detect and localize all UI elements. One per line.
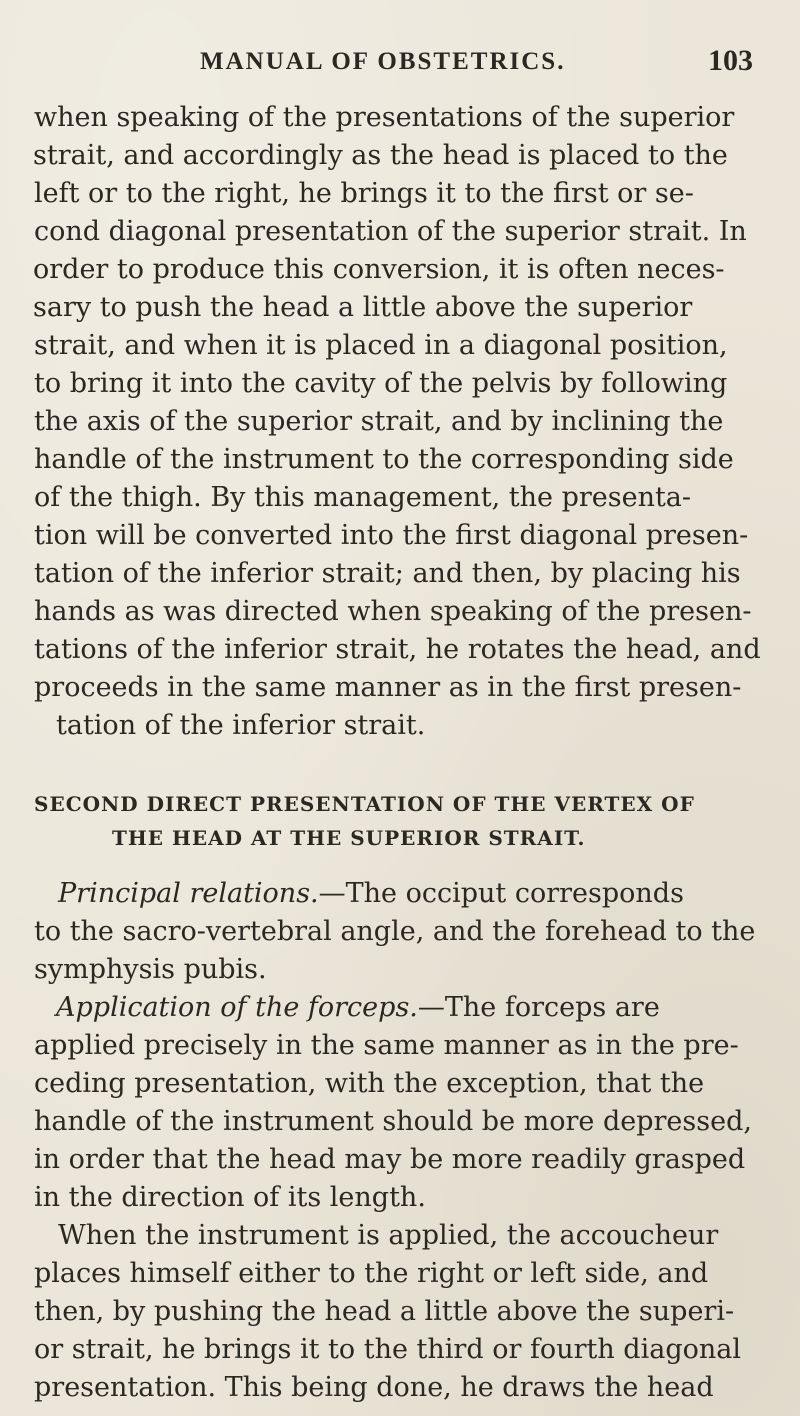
text-line: tations of the inferior strait, he rotates the head, and — [34, 634, 761, 665]
text-line: to bring it into the cavity of the pelvis by following — [34, 368, 728, 399]
running-head: MANUAL OF OBSTETRICS. — [200, 48, 566, 75]
text-line: applied precisely in the same manner as in the pre- — [34, 1030, 739, 1061]
text-line: tion will be converted into the first diagonal presen- — [34, 520, 749, 551]
page-number: 103 — [708, 44, 753, 77]
text-line: strait, and when it is placed in a diagonal position, — [34, 330, 728, 361]
section-heading-line-1: SECOND DIRECT PRESENTATION OF THE VERTEX OF — [34, 792, 695, 816]
text-line: when speaking of the presentations of the superior — [34, 102, 735, 133]
text-line: tation of the inferior strait. — [56, 710, 426, 741]
section-heading-line-2: THE HEAD AT THE SUPERIOR STRAIT. — [112, 826, 586, 850]
text-line: to the sacro-vertebral angle, and the forehead to the — [34, 916, 756, 947]
text-line: proceeds in the same manner as in the first presen- — [34, 672, 742, 703]
text-line: handle of the instrument should be more depressed, — [34, 1106, 752, 1137]
text-line: sary to push the head a little above the superior — [33, 292, 693, 323]
text-line: order to produce this conversion, it is often neces- — [33, 254, 725, 285]
application-lead: Application of the forceps. — [56, 992, 418, 1023]
text-line: cond diagonal presentation of the superior strait. In — [34, 216, 747, 247]
text-line: places himself either to the right or left side, and — [34, 1258, 709, 1289]
text-line: or strait, he brings it to the third or fourth diagonal — [34, 1334, 741, 1365]
text-line: presentation. This being done, he draws the head — [34, 1372, 714, 1403]
text-line: of the thigh. By this management, the presenta- — [34, 482, 692, 513]
text-line: ceding presentation, with the exception, that the — [34, 1068, 705, 1099]
application-text: —The forceps are — [417, 992, 660, 1023]
principal-relations-text: —The occiput corresponds — [318, 878, 684, 909]
text-line: in the direction of its length. — [34, 1182, 426, 1213]
text-line: then, by pushing the head a little above the superi- — [34, 1296, 735, 1327]
principal-relations-lead: Principal relations. — [58, 878, 319, 909]
text-line: handle of the instrument to the corresponding side — [34, 444, 734, 475]
text-line: hands as was directed when speaking of the presen- — [34, 596, 752, 627]
text-line: tation of the inferior strait; and then, by placing his — [34, 558, 741, 589]
text-line: left or to the right, he brings it to the first or se- — [34, 178, 694, 209]
text-line: the axis of the superior strait, and by inclining the — [34, 406, 724, 437]
text-line: in order that the head may be more readily grasped — [34, 1144, 746, 1175]
text-line: strait, and accordingly as the head is placed to the — [33, 140, 728, 171]
application-line — [56, 992, 660, 1024]
text-line: symphysis pubis. — [34, 954, 267, 985]
text-line: When the instrument is applied, the accoucheur — [58, 1220, 719, 1251]
principal-relations-line — [58, 878, 684, 910]
